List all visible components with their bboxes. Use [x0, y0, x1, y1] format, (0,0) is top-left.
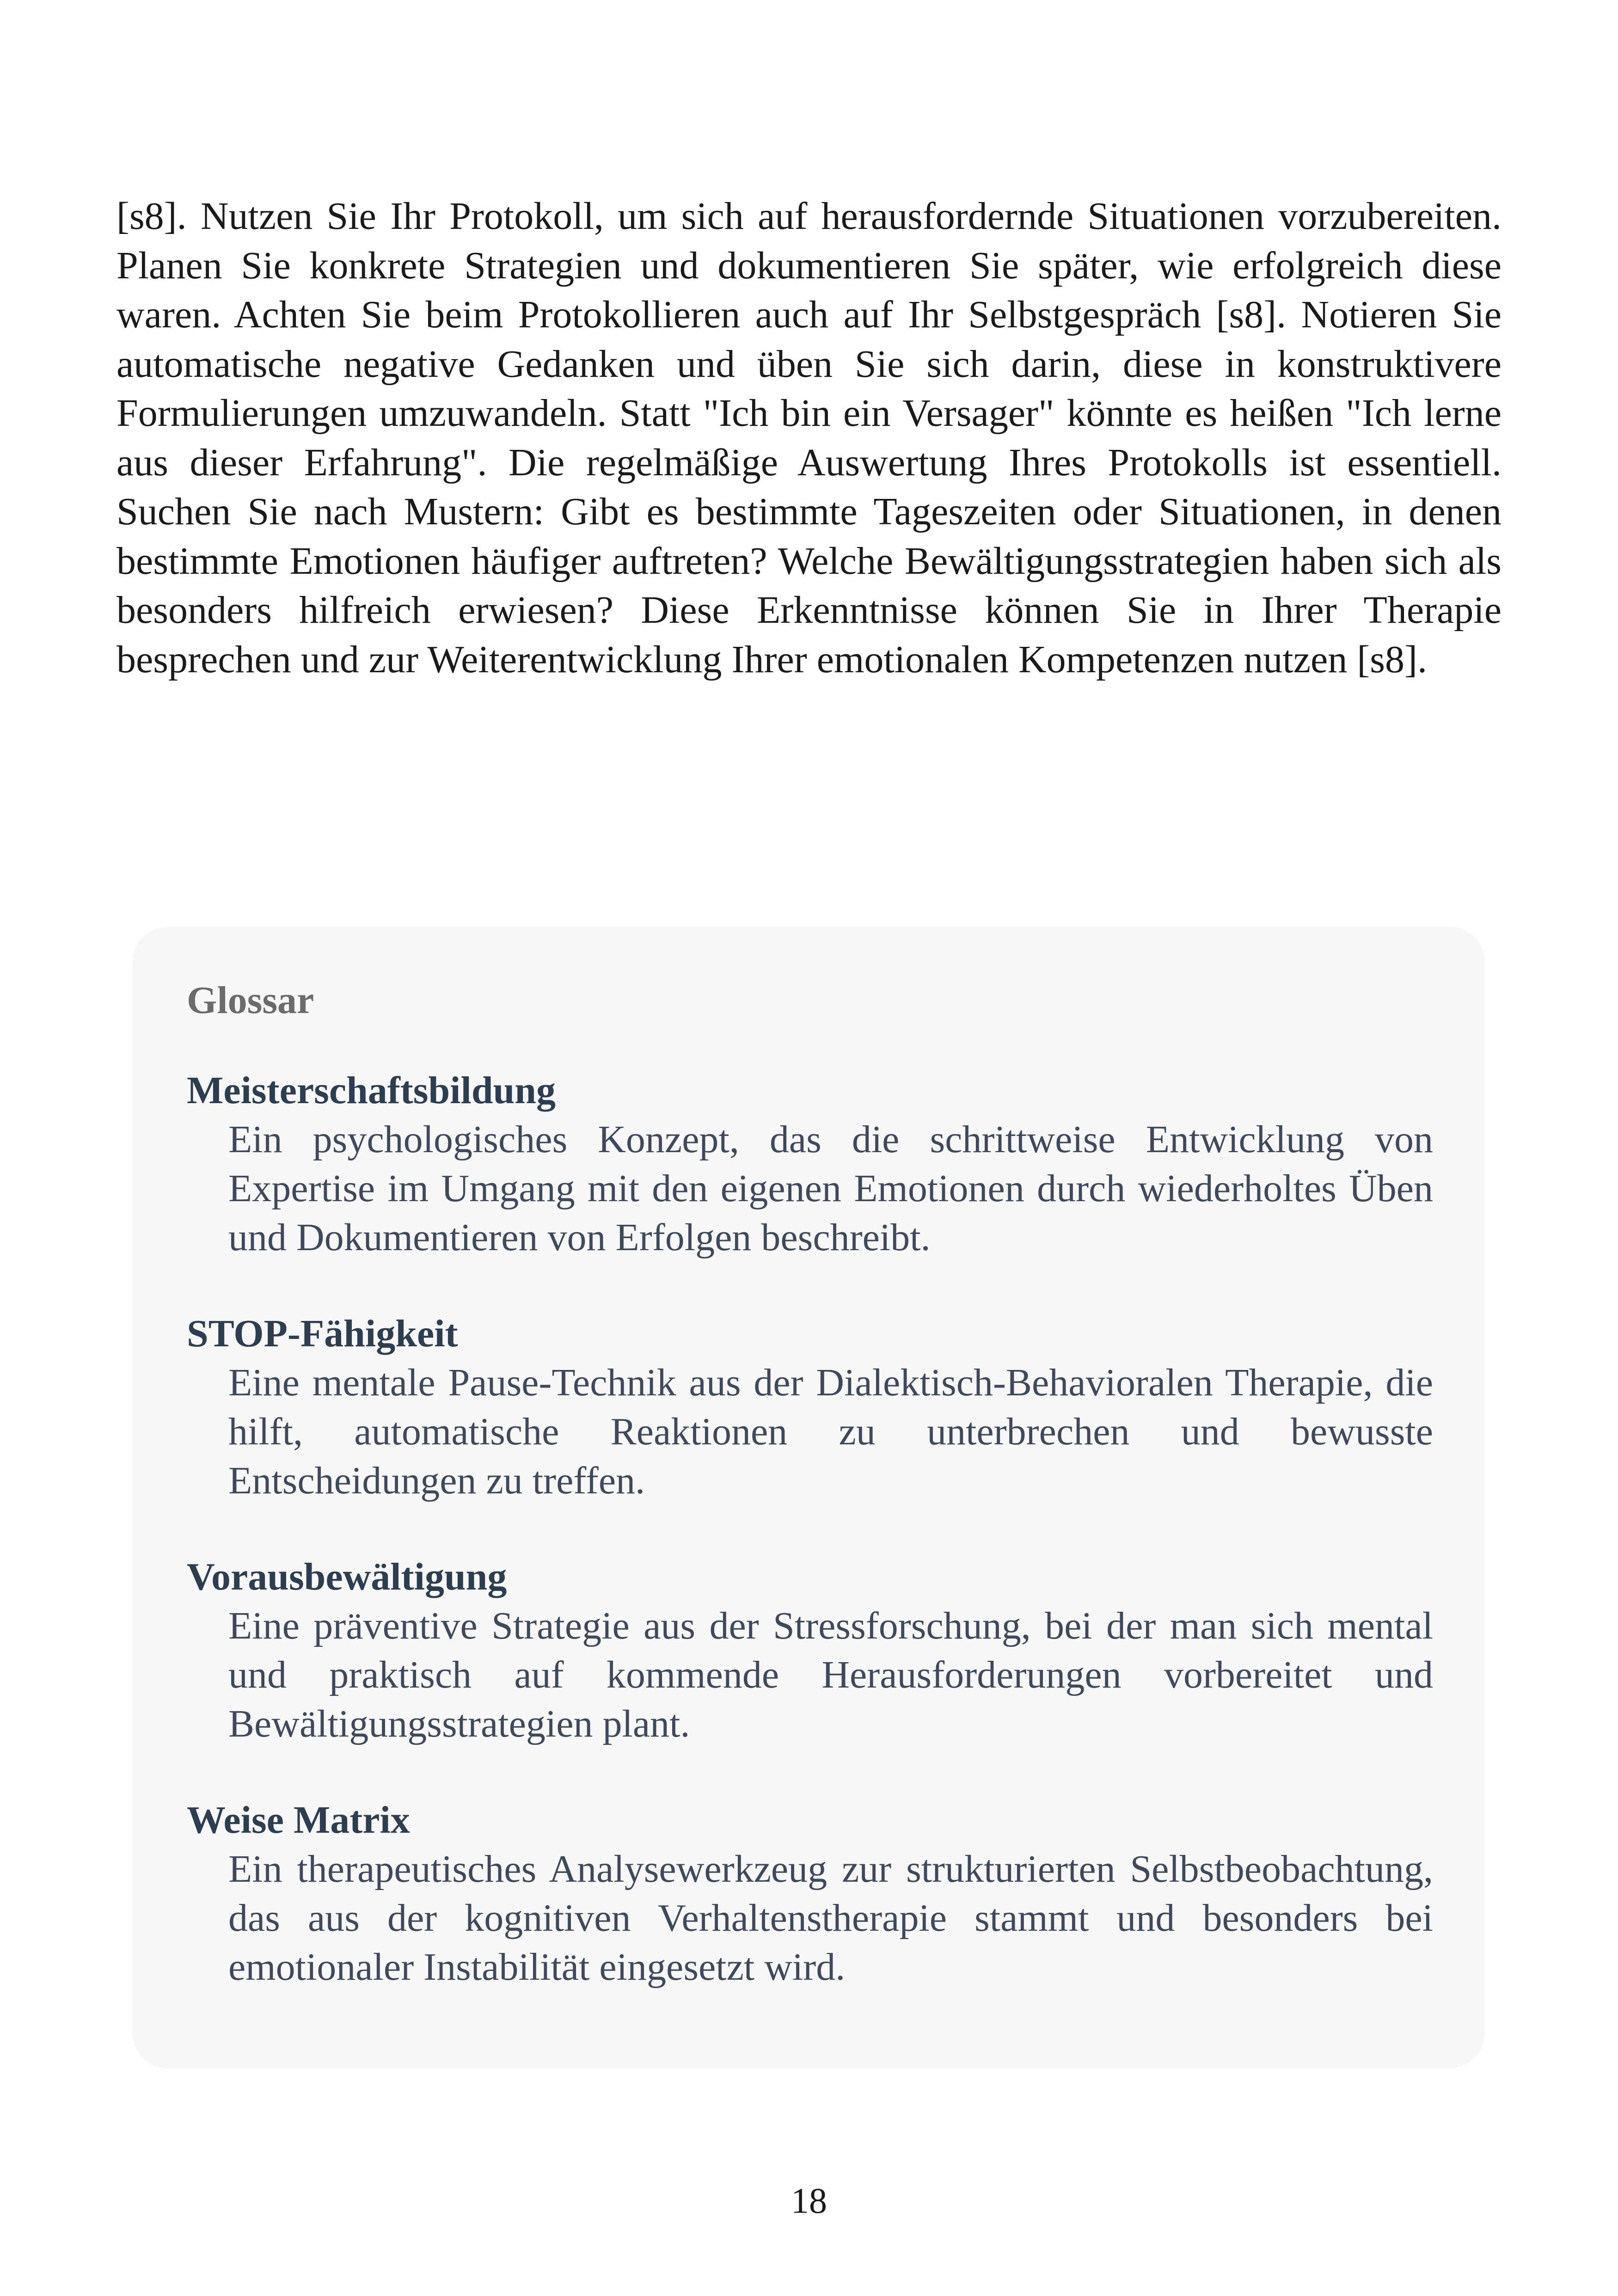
glossary-term: Weise Matrix [187, 1799, 410, 1842]
glossary-definition: Ein psychologisches Konzept, das die schrittweise Entwicklung von Expertise im Umgang mit den eigenen Emotionen durch wiederholtes Üben und Dokumentieren von Erfolgen beschreibt. [228, 1118, 1433, 1259]
glossary-box [132, 927, 1485, 2069]
glossary-entry [187, 1796, 1433, 1992]
glossary-entry [187, 1309, 1433, 1505]
glossary-list [187, 1066, 1433, 1992]
glossary-term: Meisterschaftsbildung [187, 1069, 556, 1112]
glossary-term: STOP-Fähigkeit [187, 1312, 458, 1355]
glossary-definition: Eine mentale Pause-Technik aus der Dialektisch-Behavioralen Therapie, die hilft, automatische Reaktionen zu unterbrechen und bewusste Entscheidungen zu treffen. [228, 1361, 1433, 1502]
glossary-definition: Ein therapeutisches Analysewerkzeug zur strukturierten Selbstbeobachtung, das aus der kognitiven Verhaltenstherapie stammt und besonders bei emotionaler Instabilität eingesetzt wird. [228, 1848, 1433, 1989]
body-paragraph: [s8]. Nutzen Sie Ihr Protokoll, um sich auf herausfordernde Situationen vorzubereiten. Planen Sie konkrete Strategien und dokumentieren Sie später, wie erfolgreich diese waren. Achten Sie beim Protokollieren auch auf Ihr Selbstgespräch [s8]. Notieren Sie automatische negative Gedanken und üben Sie sich darin, diese in konstruktivere Formulierungen umzuwandeln. Statt "Ich bin ein Versager" könnte es heißen "Ich lerne aus dieser Erfahrung". Die regelmäßige Auswertung Ihres Protokolls ist essentiell. Suchen Sie nach Mustern: Gibt es bestimmte Tageszeiten oder Situationen, in denen bestimmte Emotionen häufiger auftreten? Welche Bewältigungsstrategien haben sich als besonders hilfreich erwiesen? Diese Erkenntnisse können Sie in Ihrer Therapie besprechen und zur Weiterentwicklung Ihrer emotionalen Kompetenzen nutzen [s8]. [116, 195, 1502, 681]
glossary-title: Glossar [187, 979, 314, 1022]
glossary-entry [187, 1066, 1433, 1262]
page-number: 18 [791, 2180, 827, 2221]
glossary-entry [187, 1553, 1433, 1749]
glossary-definition: Eine präventive Strategie aus der Stressforschung, bei der man sich mental und praktisch auf kommende Herausforderungen vorbereitet und Bewältigungsstrategien plant. [228, 1604, 1433, 1745]
glossary-term: Vorausbewältigung [187, 1555, 507, 1598]
